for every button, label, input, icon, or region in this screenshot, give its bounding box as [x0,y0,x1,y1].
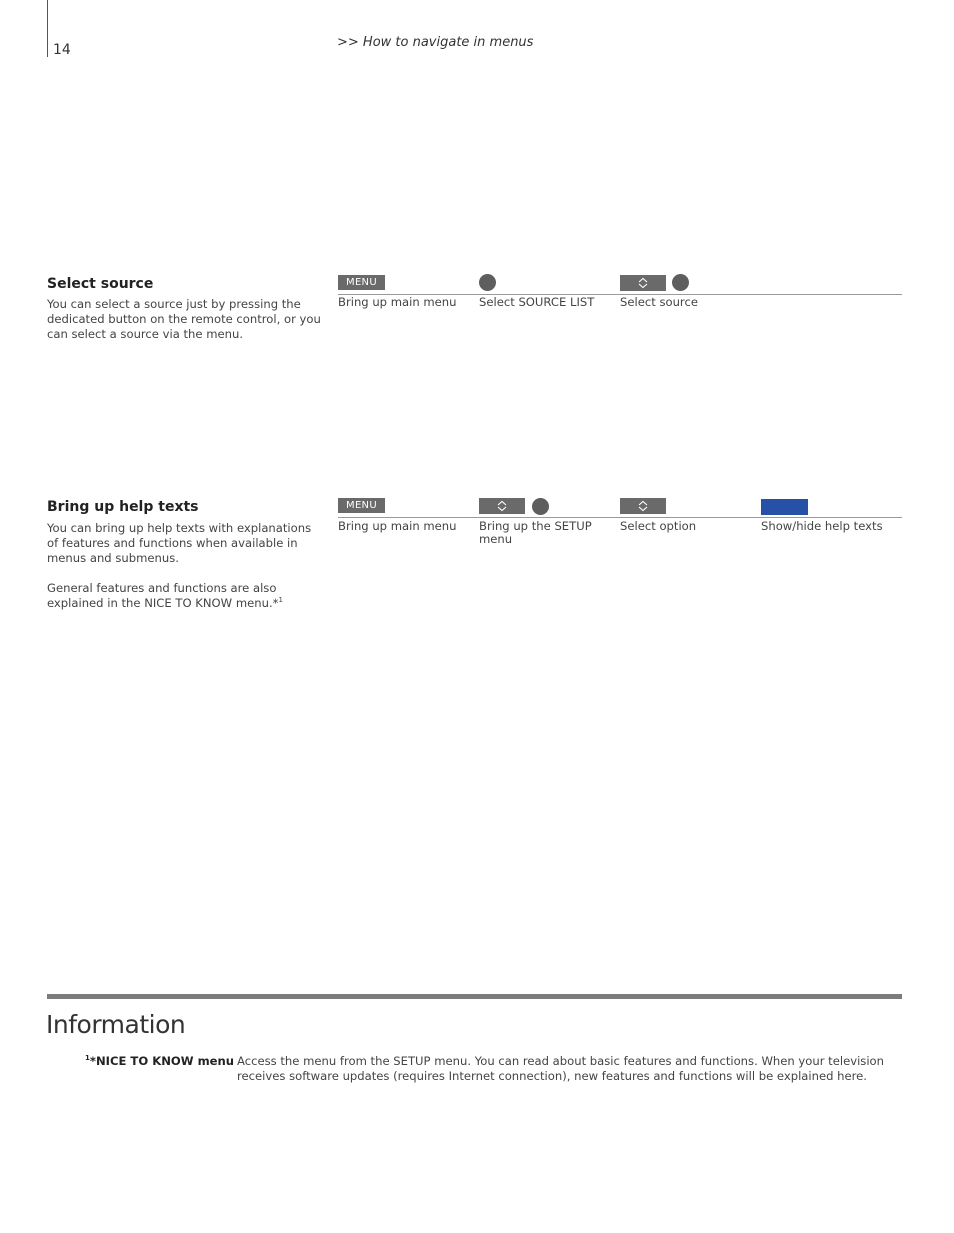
menu-key: MENU [338,275,385,290]
section-title: Select source [47,276,154,292]
center-button-icon [532,498,549,515]
section-divider [338,517,902,518]
section-description: You can bring up help texts with explanations of features and functions when available in menus and submenus. [47,521,312,565]
page-number: 14 [53,42,71,58]
footnote-term-text: *NICE TO KNOW menu [89,1054,235,1068]
up-down-arrows-icon [479,498,525,514]
blue-button-icon [761,499,808,515]
step-label: Bring up the SETUP menu [479,519,592,546]
center-button-icon [479,274,496,291]
center-button-icon [672,274,689,291]
up-down-arrows-icon [620,275,666,291]
menu-key: MENU [338,498,385,513]
footnote-term [85,1054,234,1068]
running-header: >> How to navigate in menus [337,35,534,50]
page-margin-rule [47,0,48,57]
step-label: Bring up main menu [338,295,457,309]
footnote-marker: 1 [85,1054,90,1063]
section-title: Bring up help texts [47,499,199,515]
step-label: Select option [620,519,697,533]
information-title: Information [46,1010,186,1039]
note-text: General features and functions are also explained in the NICE TO KNOW menu.* [47,581,279,610]
step-label: Select source [620,295,698,309]
step-label: Select SOURCE LIST [479,295,595,309]
information-rule [47,994,902,999]
footnote-marker: 1 [278,596,283,605]
section-description: You can select a source just by pressing the dedicated button on the remote control, or you can select a source via the menu. [47,297,321,341]
footnote-definition: Access the menu from the SETUP menu. You can read about basic features and functions. When your television receives software updates (requires Internet connection), new features and functions will be explained here. [237,1054,884,1083]
section-description-note [47,581,322,611]
up-down-arrows-icon [620,498,666,514]
step-label: Show/hide help texts [761,519,883,533]
step-label: Bring up main menu [338,519,457,533]
